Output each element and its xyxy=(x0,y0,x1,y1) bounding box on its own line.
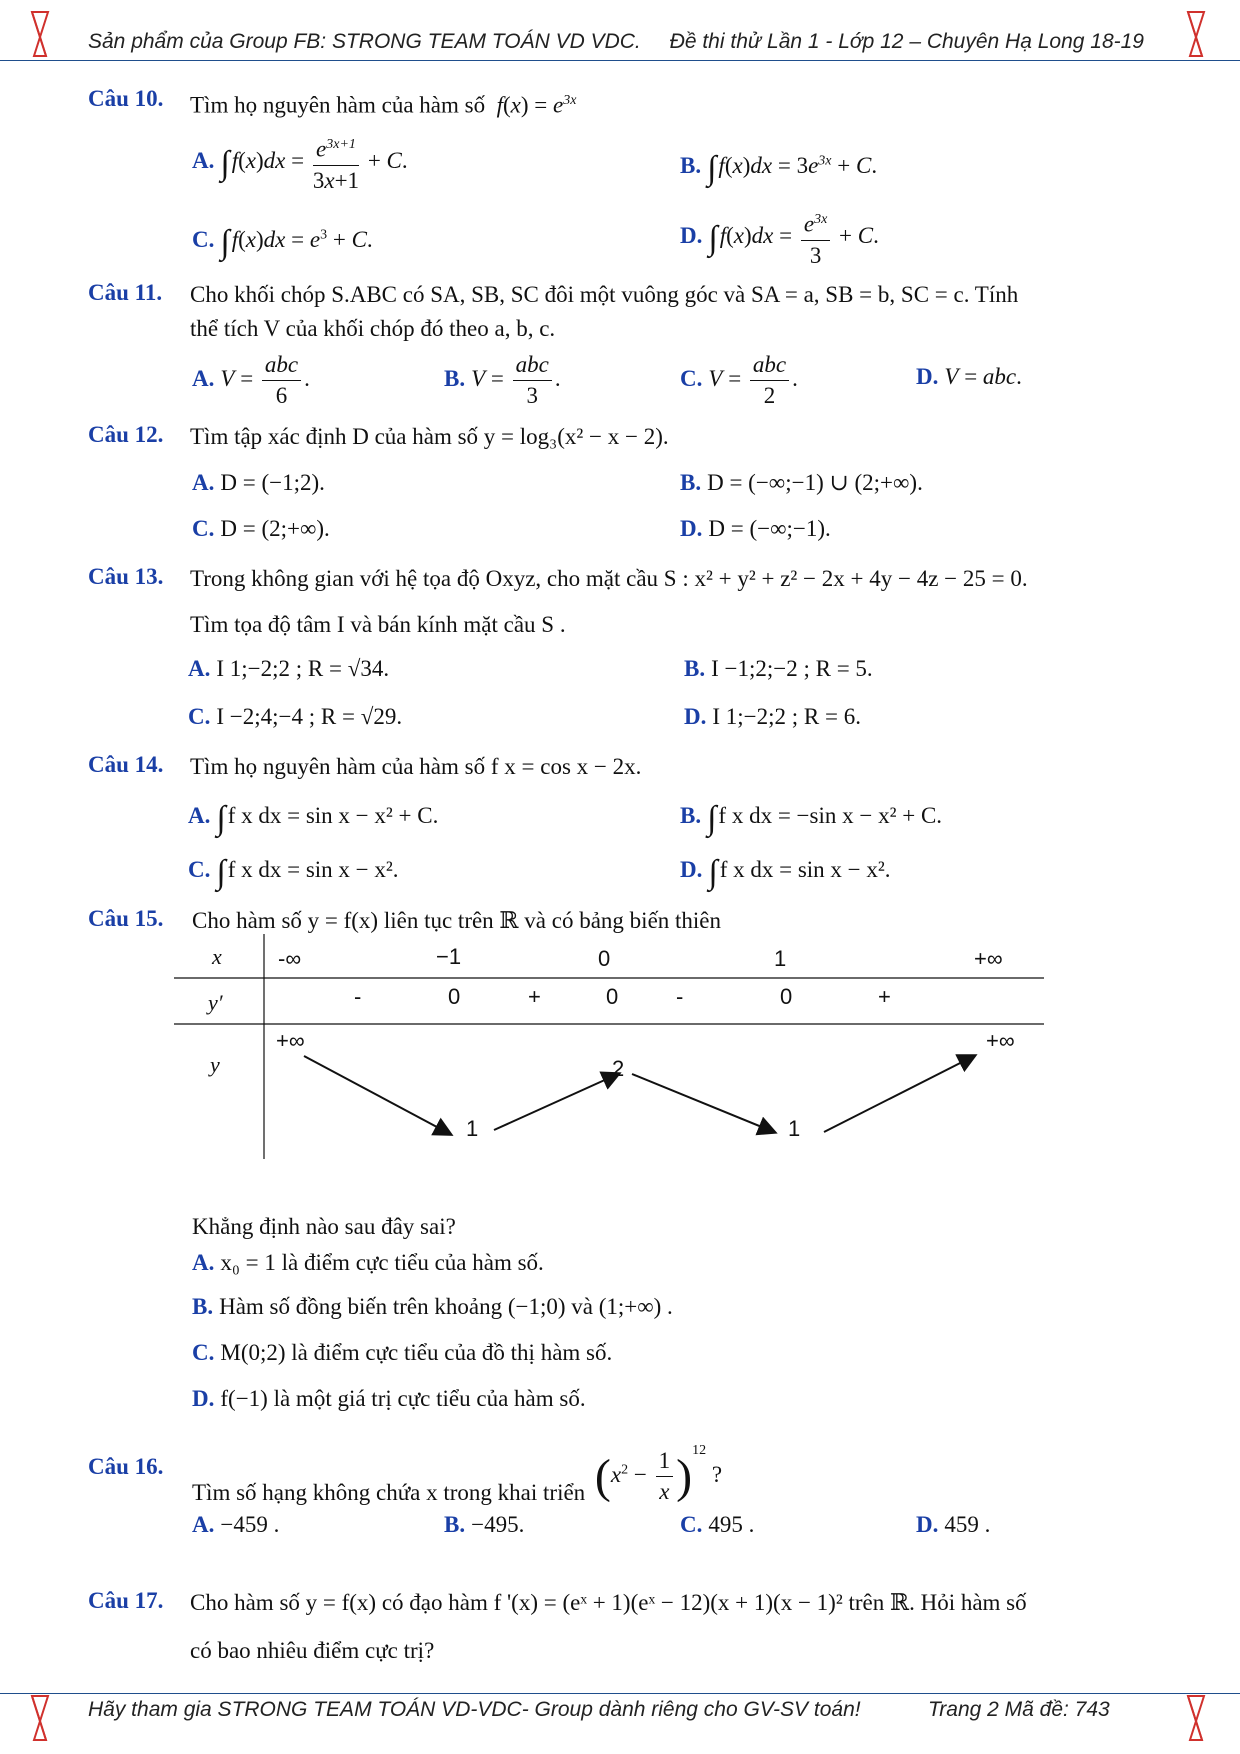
q16-text: Tìm số hạng không chứa x trong khai triển xyxy=(192,1480,586,1505)
option-a: A. V = $\frac{\text{abc}}{6}$ . xyxy=(192,352,310,408)
question-number: Câu 11. xyxy=(88,280,163,305)
option-a: A. I 1;−2;2 ; R = √34. xyxy=(188,656,390,681)
question-number: Câu 12. xyxy=(88,422,164,447)
option-b: B. ∫f x dx = −sin x − x² + C. xyxy=(680,800,943,837)
question-prompt: Khẳng định nào sau đây sai? xyxy=(192,1214,456,1239)
option-b: B. −495. xyxy=(444,1512,525,1537)
table-yp-value: - xyxy=(354,984,362,1009)
option-c: C. M(0;2) là điểm cực tiểu của đồ thị hàm số. xyxy=(192,1340,613,1365)
option-c: C. D = (2;+∞). xyxy=(192,516,330,541)
option-d: D. ∫f(x)dx = $\frac{e^{3x}}{3}$ + C. xyxy=(680,205,879,271)
option-a: A. ∫f(x)dx = $\frac{e^{3x+1}}{3x+1}$ + C. xyxy=(192,130,408,196)
arrow-increase xyxy=(824,1056,974,1132)
table-x-label: x xyxy=(212,944,222,969)
table-x-value: 0 xyxy=(598,946,611,971)
option-d: D. I 1;−2;2 ; R = 6. xyxy=(684,704,861,729)
option-a: A. x₀ = 1 là điểm cực tiểu của hàm số. xyxy=(192,1250,544,1275)
question-text: Trong không gian với hệ tọa độ Oxyz, cho mặt cầu S : x² + y² + z² − 2x + 4y − 4z − 25 = 0. xyxy=(190,566,1028,591)
question-text: Tìm số hạng không chứa x trong khai triển ($x^2$ − $\frac{1}{x}$ )$^{12}$ ? xyxy=(192,1443,723,1505)
option-c: C. ∫f x dx = sin x − x². xyxy=(188,854,399,891)
table-x-value: −1 xyxy=(436,944,462,969)
question-text: Tìm tập xác định D của hàm số y = log₃(x² − x − 2). xyxy=(190,424,669,449)
option-d: D. D = (−∞;−1). xyxy=(680,516,831,541)
table-yp-value: + xyxy=(528,984,541,1009)
page-header xyxy=(0,28,1240,60)
header-rule xyxy=(0,60,1240,61)
table-yp-value: 0 xyxy=(606,984,619,1009)
question-text: thể tích V của khối chóp đó theo a, b, c. xyxy=(190,316,556,341)
footer-left: Hãy tham gia STRONG TEAM TOÁN VD-VDC- Group dành riêng cho GV-SV toán! xyxy=(88,1698,861,1721)
option-c: C. 495 . xyxy=(680,1512,755,1537)
hourglass-icon xyxy=(30,1694,50,1742)
header-left: Sản phẩm của Group FB: STRONG TEAM TOÁN VD VDC. xyxy=(88,30,641,53)
table-y-label: y xyxy=(210,1052,220,1077)
arrow-decrease xyxy=(632,1074,774,1132)
q10-text: Tìm họ nguyên hàm của hàm số xyxy=(190,92,486,118)
question-text: Cho khối chóp S.ABC có SA, SB, SC đôi một vuông góc và SA = a, SB = b, SC = c. Tính xyxy=(190,282,1019,307)
table-y-value: 1 xyxy=(788,1116,801,1141)
option-a: A. D = (−1;2). xyxy=(192,470,325,495)
arrow-decrease xyxy=(304,1056,450,1134)
option-b: B. Hàm số đồng biến trên khoảng (−1;0) và (1;+∞) . xyxy=(192,1294,673,1319)
table-x-value: -∞ xyxy=(278,946,302,971)
table-yp-value: 0 xyxy=(448,984,461,1009)
question-text: Cho hàm số y = f(x) có đạo hàm f '(x) = (eˣ + 1)(eˣ − 12)(x + 1)(x − 1)² trên ℝ. Hỏi hàm số xyxy=(190,1590,1027,1615)
question-number: Câu 15. xyxy=(88,906,164,931)
option-b: B. V = $\frac{\text{abc}}{3}$ . xyxy=(444,352,561,408)
hourglass-icon xyxy=(1186,10,1206,58)
arrow-increase xyxy=(494,1074,618,1130)
option-b: B. D = (−∞;−1) ∪ (2;+∞). xyxy=(680,470,923,495)
question-text: Cho hàm số y = f(x) liên tục trên ℝ và có bảng biến thiên xyxy=(192,908,722,933)
footer-rule xyxy=(0,1693,1240,1694)
footer-right: Trang 2 Mã đề: 743 xyxy=(928,1698,1110,1721)
option-b: B. I −1;2;−2 ; R = 5. xyxy=(684,656,873,681)
option-c: C. V = $\frac{\text{abc}}{2}$ . xyxy=(680,352,798,408)
table-y-value: +∞ xyxy=(276,1028,305,1053)
table-yp-value: 0 xyxy=(780,984,793,1009)
question-number: Câu 17. xyxy=(88,1588,164,1613)
question-number: Câu 14. xyxy=(88,752,164,777)
option-c: C. $\int f(x)dx = e^3 + C$. xyxy=(192,224,373,261)
table-x-value: +∞ xyxy=(974,946,1003,971)
question-text: Tìm họ nguyên hàm của hàm số $f(x) = e^{3x}$ xyxy=(190,92,577,118)
question-number: Câu 13. xyxy=(88,564,164,589)
table-y-value: 2 xyxy=(612,1056,625,1081)
table-yp-value: + xyxy=(878,984,891,1009)
question-number: Câu 16. xyxy=(88,1454,164,1479)
option-c: C. I −2;4;−4 ; R = √29. xyxy=(188,704,403,729)
page-footer xyxy=(0,1696,1240,1728)
option-b: B. $\int f(x)dx = 3e^{3x} + C$. xyxy=(680,150,878,187)
option-d: D. V = abc. xyxy=(916,364,1022,389)
table-y-value: 1 xyxy=(466,1116,479,1141)
hourglass-icon xyxy=(30,10,50,58)
variation-table xyxy=(174,934,1044,1159)
question-text: có bao nhiêu điểm cực trị? xyxy=(190,1638,435,1663)
question-number: Câu 10. xyxy=(88,86,164,111)
table-yp-label: y′ xyxy=(208,990,223,1015)
table-yp-value: - xyxy=(676,984,684,1009)
option-d: D. 459 . xyxy=(916,1512,991,1537)
option-d: D. f(−1) là một giá trị cực tiểu của hàm số. xyxy=(192,1386,586,1411)
table-x-value: 1 xyxy=(774,946,787,971)
option-d: D. ∫f x dx = sin x − x². xyxy=(680,854,891,891)
header-right: Đề thi thử Lần 1 - Lớp 12 – Chuyên Hạ Long 18-19 xyxy=(669,30,1144,53)
option-a: A. −459 . xyxy=(192,1512,280,1537)
question-text: Tìm họ nguyên hàm của hàm số f x = cos x − 2x. xyxy=(190,754,642,779)
table-y-value: +∞ xyxy=(986,1028,1015,1053)
question-text: Tìm tọa độ tâm I và bán kính mặt cầu S . xyxy=(190,612,566,637)
hourglass-icon xyxy=(1186,1694,1206,1742)
option-a: A. ∫f x dx = sin x − x² + C. xyxy=(188,800,439,837)
